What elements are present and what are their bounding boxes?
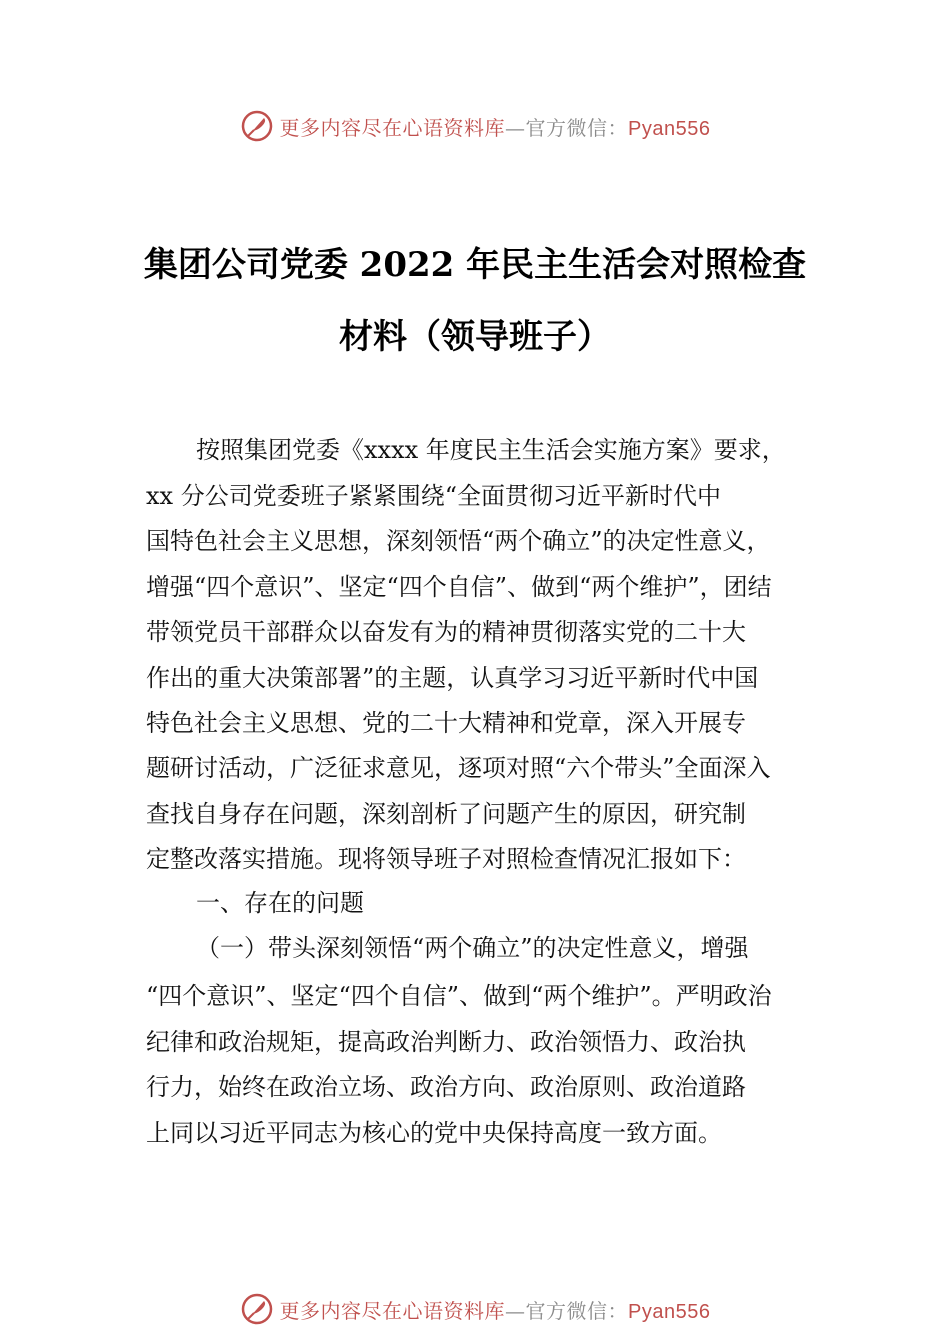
subsection-line: （一）带头深刻领悟“两个确立”的决定性意义，增强 — [196, 934, 749, 962]
intro-line: 按照集团党委《xxxx 年度民主生活会实施方案》要求， — [196, 436, 786, 464]
subsection-line: 纪律和政治规矩，提高政治判断力、政治领悟力、政治执 — [146, 1028, 746, 1056]
subsection-line: 上同以习近平同志为核心的党中央保持高度一致方面。 — [146, 1119, 722, 1147]
document-title-line-1: 集团公司党委 2022 年民主生活会对照检查 — [143, 245, 807, 285]
feather-pen-logo-icon — [240, 1292, 274, 1326]
watermark-text: 更多内容尽在心语资料库—官方微信：Pyan556 — [279, 115, 711, 140]
watermark-header — [0, 106, 950, 146]
intro-line: 定整改落实措施。现将领导班子对照检查情况汇报如下： — [146, 845, 746, 873]
intro-line: 查找自身存在问题，深刻剖析了问题产生的原因，研究制 — [146, 800, 746, 828]
subsection-line: “四个意识”、坚定“四个自信”、做到“两个维护”。严明政治 — [146, 982, 772, 1010]
document-title-line-2: 材料（领导班子） — [339, 317, 611, 357]
watermark-footer — [0, 1289, 950, 1329]
intro-line: 国特色社会主义思想，深刻领悟“两个确立”的决定性意义， — [146, 527, 771, 555]
feather-pen-logo-icon — [240, 109, 274, 143]
intro-line: 题研讨活动，广泛征求意见，逐项对照“六个带头”全面深入 — [146, 754, 771, 782]
intro-line: 增强“四个意识”、坚定“四个自信”、做到“两个维护”，团结 — [146, 573, 772, 601]
watermark-text: 更多内容尽在心语资料库—官方微信：Pyan556 — [279, 1298, 711, 1323]
subsection-line: 行力，始终在政治立场、政治方向、政治原则、政治道路 — [146, 1073, 746, 1101]
intro-line: 带领党员干部群众以奋发有为的精神贯彻落实党的二十大 — [146, 618, 746, 646]
section-heading: 一、存在的问题 — [196, 889, 364, 917]
intro-line: xx 分公司党委班子紧紧围绕“全面贯彻习近平新时代中 — [146, 482, 721, 510]
intro-line: 作出的重大决策部署”的主题，认真学习习近平新时代中国 — [146, 664, 759, 692]
intro-line: 特色社会主义思想、党的二十大精神和党章，深入开展专 — [146, 709, 746, 737]
